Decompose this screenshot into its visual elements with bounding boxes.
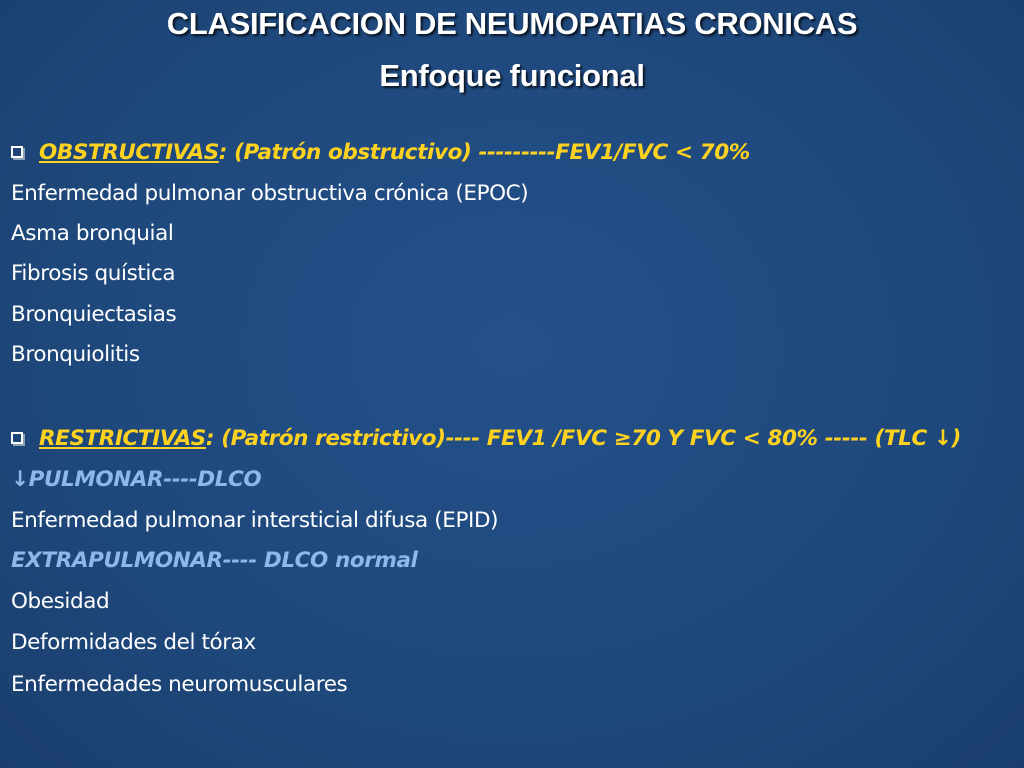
list-item: Enfermedad pulmonar intersticial difusa (EPID) [11, 508, 499, 533]
obstructivas-criteria: : (Patrón obstructivo) ---------FEV1/FVC < 70% [218, 140, 750, 165]
list-item: Enfermedades neuromusculares [11, 672, 348, 697]
obstructivas-heading [11, 140, 750, 165]
list-item: Enfermedad pulmonar obstructiva crónica (EPOC) [11, 181, 529, 206]
hollow-square-bullet-icon [11, 146, 23, 158]
restrictivas-heading [11, 426, 961, 451]
slide-title: CLASIFICACION DE NEUMOPATIAS CRONICAS [166, 6, 858, 41]
restrictivas-label: RESTRICTIVAS [39, 426, 206, 451]
extrapulmonar-subheading: EXTRAPULMONAR---- DLCO normal [11, 548, 418, 573]
list-item: Fibrosis quística [11, 261, 176, 286]
restrictivas-criteria: : (Patrón restrictivo)---- FEV1 /FVC ≥70 Y FVC < 80% ----- (TLC ↓) [205, 426, 961, 451]
slide-subtitle: Enfoque funcional [379, 58, 645, 93]
list-item: Bronquiolitis [11, 342, 140, 367]
list-item: Obesidad [11, 589, 110, 614]
list-item: Bronquiectasias [11, 302, 177, 327]
list-item: Asma bronquial [11, 221, 174, 246]
list-item: Deformidades del tórax [11, 630, 256, 655]
pulmonar-subheading: ↓PULMONAR----DLCO [11, 467, 262, 492]
obstructivas-label: OBSTRUCTIVAS [39, 140, 219, 165]
hollow-square-bullet-icon [11, 432, 23, 444]
